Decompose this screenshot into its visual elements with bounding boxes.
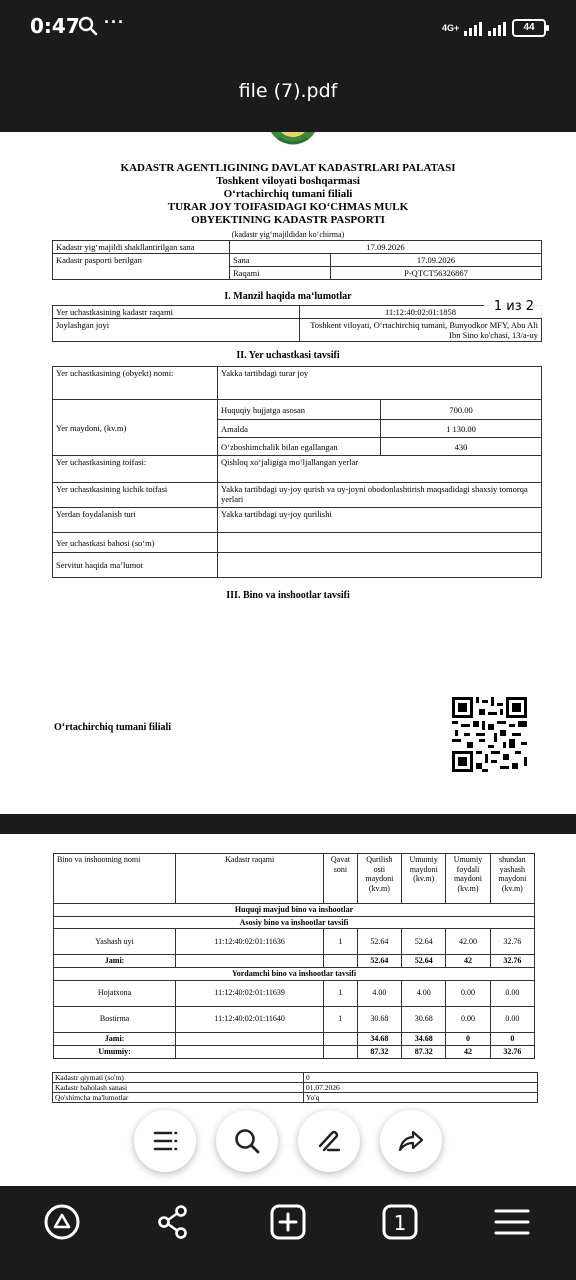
table-row: [54, 980, 535, 1006]
contents-list-button[interactable]: [134, 1110, 196, 1172]
aux1-total: 4.00: [402, 980, 446, 1006]
table-row: [54, 929, 535, 955]
subtotal2-useful: 0: [446, 1032, 490, 1045]
location-label: Joylashgan joyi: [53, 319, 300, 342]
subtotal2-footprint: 34.68: [357, 1032, 401, 1045]
grand-total-total: 87.32: [402, 1045, 446, 1058]
valuation-date-label: Kadastr baholash sanasi: [53, 1083, 304, 1093]
cadastral-value: 0: [304, 1073, 538, 1083]
meta-label-raqami: Raqami: [230, 267, 331, 280]
meta-value-raqami: P-QTCT56326867: [331, 267, 542, 280]
battery-icon: 44: [512, 19, 546, 37]
share-icon: [397, 1127, 425, 1155]
table-row: [54, 1045, 535, 1058]
cadastral-number-value: 11:12:40:02:01:1858: [300, 306, 542, 319]
search-status-icon: [78, 16, 98, 36]
aux1-living: 0.00: [490, 980, 534, 1006]
pen-icon: [315, 1127, 343, 1155]
aux2-total: 30.68: [402, 1006, 446, 1032]
doc-title-line1: TURAR JOY TOIFASIDAGI KO‘CHMAS MULK: [167, 201, 409, 213]
col-header-total-area: Umumiy maydoni (kv.m): [402, 854, 446, 904]
list-icon: [151, 1127, 179, 1155]
empty-cell: [324, 1045, 358, 1058]
land-table: [52, 366, 542, 578]
aux1-cadastral: 11:12:40:02:01:11639: [176, 980, 324, 1006]
status-time: 0:47: [30, 14, 80, 38]
grand-total-label: Umumiy:: [54, 1045, 176, 1058]
meta-value-sana: 17.09.2026: [331, 254, 542, 267]
tabs-count-icon: [380, 1202, 420, 1242]
meta-table: [52, 240, 542, 280]
subtotal1-living: 32.76: [490, 955, 534, 968]
empty-cell: [176, 1032, 324, 1045]
main-row-total: 52.64: [402, 929, 446, 955]
table-row: [54, 955, 535, 968]
area-unauthorized-label: O‘zboshimchalik bilan egallangan: [218, 438, 381, 456]
home-icon: [42, 1202, 82, 1242]
empty-cell: [324, 955, 358, 968]
pdf-page-1[interactable]: [0, 132, 576, 814]
area-legal-label: Huquqiy hujjatga asosan: [218, 400, 381, 420]
col-header-useful-area: Umumiy foydali maydoni (kv.m): [446, 854, 490, 904]
land-name-value: Yakka tartibdagi turar joy: [218, 367, 542, 400]
share-button[interactable]: [380, 1110, 442, 1172]
empty-cell: [324, 1032, 358, 1045]
tabs-button[interactable]: [380, 1202, 420, 1242]
main-row-name: Yashash uyi: [54, 929, 176, 955]
land-use-label: Yerdan foydalanish turi: [53, 508, 218, 533]
subtotal2-living: 0: [490, 1032, 534, 1045]
status-indicators: [442, 18, 546, 38]
col-header-floors: Qavat soni: [324, 854, 358, 904]
address-table: [52, 305, 542, 342]
cadastral-number-label: Yer uchastkasining kadastr raqami: [53, 306, 300, 319]
main-row-living: 32.76: [490, 929, 534, 955]
state-emblem-icon: [266, 132, 320, 146]
aux1-footprint: 4.00: [357, 980, 401, 1006]
search-icon: [233, 1127, 261, 1155]
land-area-label: Yer maydoni, (kv.m): [53, 400, 218, 456]
section-buildings-title: III. Bino va inshootlar tavsifi: [226, 590, 350, 601]
file-title: file (7).pdf: [238, 80, 338, 102]
meta-label-issued: Kadastr pasporti berilgan: [53, 254, 230, 280]
main-row-floors: 1: [324, 929, 358, 955]
status-more-dots: ···: [104, 12, 125, 32]
share-page-button[interactable]: [154, 1202, 194, 1242]
additional-info-value: Yo'q: [304, 1093, 538, 1103]
area-actual-value: 1 130.00: [381, 420, 542, 438]
subtotal2-total: 34.68: [402, 1032, 446, 1045]
subtotal2-label: Jami:: [54, 1032, 176, 1045]
valuation-date-value: 01.07.2026: [304, 1083, 538, 1093]
main-row-useful: 42.00: [446, 929, 490, 955]
signal-icon-2: [488, 20, 506, 36]
signal-icon: [464, 20, 482, 36]
land-subcategory-label: Yer uchastkasining kichik toifasi: [53, 483, 218, 508]
valuation-table: [52, 1072, 538, 1103]
land-value-empty: [218, 533, 542, 553]
table-row: [54, 1006, 535, 1032]
branch-title: O‘rtachirchiq tumani filiali: [223, 188, 353, 200]
col-header-cadastral: Kadastr raqami: [176, 854, 324, 904]
section-land-title: II. Yer uchastkasi tavsifi: [236, 350, 340, 361]
land-subcategory-value: Yakka tartibdagi uy-joy qurish va uy-joyni obodonlashtirish maqsadidagi shaxsiy tomorqa yerlari: [218, 483, 542, 508]
annotate-button[interactable]: [298, 1110, 360, 1172]
aux2-living: 0.00: [490, 1006, 534, 1032]
network-type: 4G+: [442, 22, 460, 33]
meta-value-formed: 17.09.2026: [230, 241, 542, 254]
subgroup-aux-buildings: Yordamchi bino va inshootlar tavsifi: [54, 968, 535, 981]
aux2-floors: 1: [324, 1006, 358, 1032]
buildings-table: [53, 853, 535, 1059]
land-value-label: Yer uchastkasi bahosi (so‘m): [53, 533, 218, 553]
servitut-label: Servitut haqida ma’lumot: [53, 553, 218, 578]
subtotal1-label: Jami:: [54, 955, 176, 968]
branch-signature: O‘rtachirchiq tumani filiali: [54, 722, 172, 733]
aux2-footprint: 30.68: [357, 1006, 401, 1032]
subtotal1-footprint: 52.64: [357, 955, 401, 968]
col-header-name: Bino va inshootning nomi: [54, 854, 176, 904]
home-button[interactable]: [42, 1202, 82, 1242]
browser-nav-bar: [0, 1186, 576, 1280]
aux2-cadastral: 11:12:40:02:01:11640: [176, 1006, 324, 1032]
viewer-title-bar: [0, 58, 576, 132]
qr-code-icon: [452, 697, 527, 772]
empty-cell: [176, 1045, 324, 1058]
tab-count: 1: [393, 1211, 407, 1235]
section-address-title: I. Manzil haqida ma‘lumotlar: [224, 291, 352, 302]
region-title: Toshkent viloyati boshqarmasi: [216, 175, 360, 187]
grand-total-living: 32.76: [490, 1045, 534, 1058]
menu-button[interactable]: [492, 1202, 532, 1242]
search-button[interactable]: [216, 1110, 278, 1172]
aux1-floors: 1: [324, 980, 358, 1006]
col-header-living-area: shundan yashash maydoni (kv.m): [490, 854, 534, 904]
land-category-value: Qishloq xo‘jaligiga mo‘ljallangan yerlar: [218, 456, 542, 483]
group-legal-buildings: Huquqi mavjud bino va inshootlar: [54, 904, 535, 917]
doc-title-line2: OBYEKTINING KADASTR PASPORTI: [191, 214, 385, 226]
meta-label-formed: Kadastr yig‘majildi shakllantirilgan sana: [53, 241, 230, 254]
area-actual-label: Amalda: [218, 420, 381, 438]
doc-subtitle: (kadastr yig‘majildidan ko‘chirma): [231, 230, 345, 239]
share-nodes-icon: [154, 1202, 194, 1242]
new-tab-button[interactable]: [268, 1202, 308, 1242]
status-bar: [0, 0, 576, 58]
aux1-name: Hojatxona: [54, 980, 176, 1006]
main-row-cadastral: 11:12:40:02:01:11636: [176, 929, 324, 955]
aux2-name: Bostirma: [54, 1006, 176, 1032]
table-row: [54, 1032, 535, 1045]
menu-icon: [492, 1202, 532, 1242]
land-name-label: Yer uchastkasining (obyekt) nomi:: [53, 367, 218, 400]
meta-label-sana: Sana: [230, 254, 331, 267]
land-use-value: Yakka tartibdagi uy-joy qurilishi: [218, 508, 542, 533]
col-header-footprint: Qurilish osti maydoni (kv.m): [357, 854, 401, 904]
area-legal-value: 700.00: [381, 400, 542, 420]
empty-cell: [176, 955, 324, 968]
area-unauthorized-value: 430: [381, 438, 542, 456]
grand-total-footprint: 87.32: [357, 1045, 401, 1058]
agency-title: KADASTR AGENTLIGINING DAVLAT KADASTRLARI PALATASI: [120, 162, 456, 174]
additional-info-label: Qo'shimcha ma'lumotlar: [53, 1093, 304, 1103]
aux1-useful: 0.00: [446, 980, 490, 1006]
new-tab-icon: [268, 1202, 308, 1242]
main-row-footprint: 52.64: [357, 929, 401, 955]
grand-total-useful: 42: [446, 1045, 490, 1058]
cadastral-value-label: Kadastr qiymati (so'm): [53, 1073, 304, 1083]
location-value: Toshkent viloyati, O‘rtachirchiq tumani, Bunyodkor MFY, Abu Ali Ibn Sino ko'chasi, 13/a-uy: [300, 319, 542, 342]
subtotal1-useful: 42: [446, 955, 490, 968]
land-category-label: Yer uchastkasining toifasi:: [53, 456, 218, 483]
page-indicator: 1 из 2: [484, 296, 544, 318]
servitut-empty: [218, 553, 542, 578]
aux2-useful: 0.00: [446, 1006, 490, 1032]
subtotal1-total: 52.64: [402, 955, 446, 968]
subgroup-main-buildings: Asosiy bino va inshootlar tavsifi: [54, 916, 535, 929]
